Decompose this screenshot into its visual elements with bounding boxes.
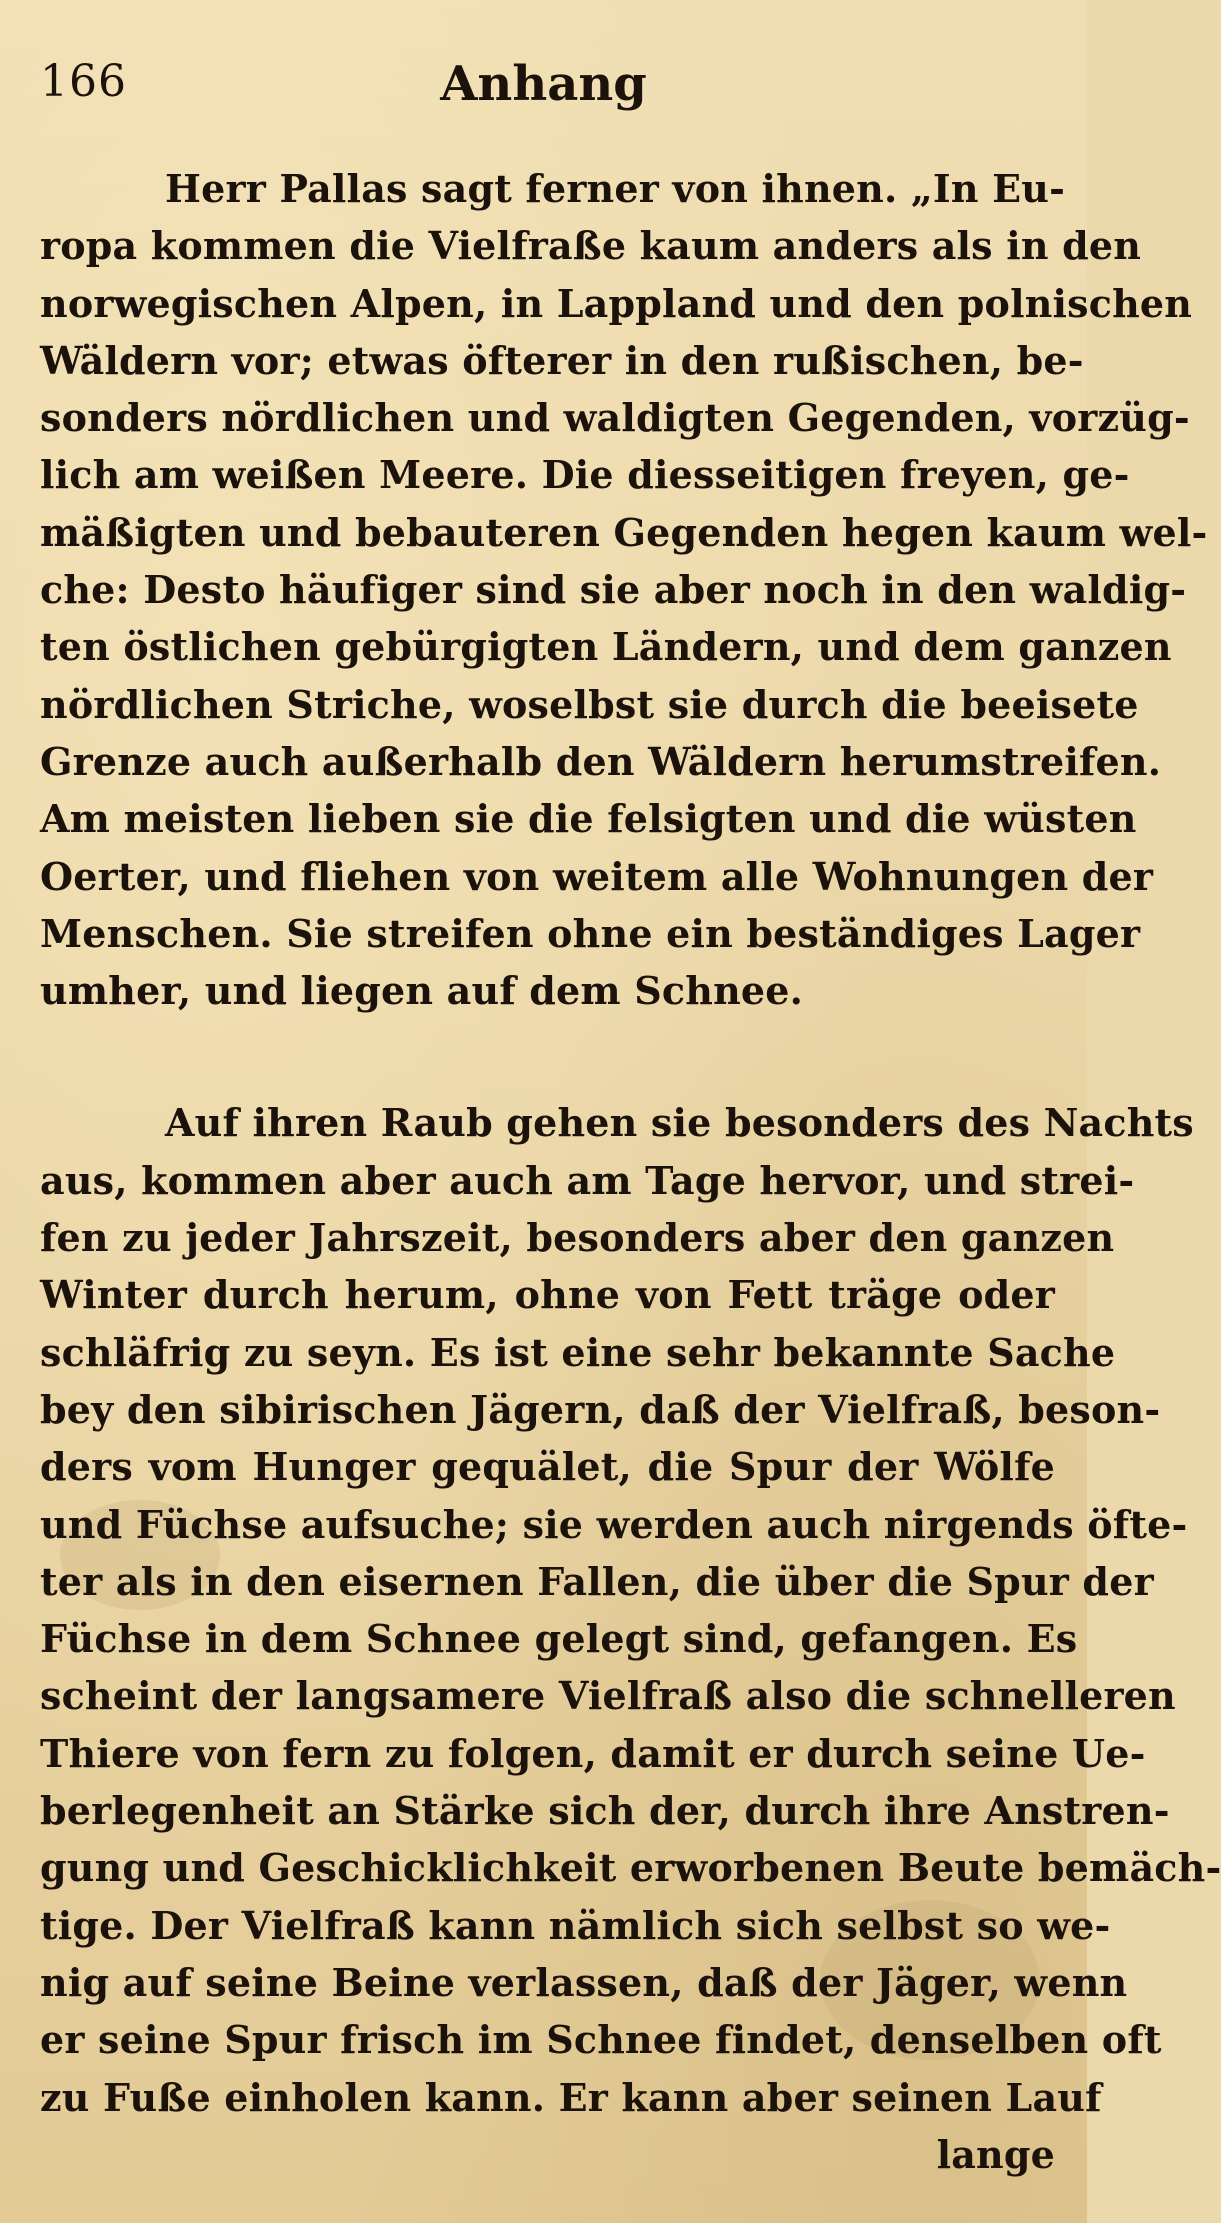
text-line: bey den sibirischen Jägern, daß der Vielfraß, beson- [40,1386,1161,1432]
text-line: scheint der langsamere Vielfraß also die schnelleren [40,1673,1176,1719]
text-line: schläfrig zu seyn. Es ist eine sehr bekannte Sache [40,1329,1116,1375]
text-line: Grenze auch außerhalb den Wäldern herumstreifen. [40,738,1162,784]
text-line: ten östlichen gebürgigten Ländern, und dem ganzen [40,624,1172,670]
paragraph [40,1094,1221,2125]
text-line: berlegenheit an Stärke sich der, durch ihre Anstren- [40,1788,1170,1834]
text-line: fen zu jeder Jahrszeit, besonders aber den ganzen [40,1215,1115,1261]
text-line: zu Fuße einholen kann. Er kann aber seinen Lauf [40,2074,1102,2120]
text-line: er seine Spur frisch im Schnee findet, denselben oft [40,2017,1162,2063]
paragraph-gap [40,1019,1055,1094]
text-line: tige. Der Vielfraß kann nämlich sich selbst so we- [40,1902,1111,1948]
text-line: Oerter, und fliehen von weitem alle Wohnungen der [40,853,1154,899]
text-line: gung und Geschicklichkeit erworbenen Beute bemäch- [40,1845,1221,1891]
text-line: Auf ihren Raub gehen sie besonders des Nachts [165,1100,1194,1146]
text-line: Menschen. Sie streifen ohne ein beständiges Lager [40,910,1141,956]
text-line: nig auf seine Beine verlassen, daß der Jäger, wenn [40,1959,1128,2005]
text-line: ropa kommen die Vielfraße kaum anders als in den [40,223,1142,269]
catchword: lange [936,2131,1055,2177]
text-line: und Füchse aufsuche; sie werden auch nirgends öfte- [40,1501,1188,1547]
text-line: lich am weißen Meere. Die diesseitigen freyen, ge- [40,452,1130,498]
text-line: Füchse in dem Schnee gelegt sind, gefangen. Es [40,1616,1078,1662]
text-line: ders vom Hunger gequälet, die Spur der Wölfe [40,1444,1055,1490]
text-line: che: Desto häufiger sind sie aber noch in den waldig- [40,567,1187,613]
text-line: mäßigten und bebauteren Gegenden hegen kaum wel- [40,509,1208,555]
text-line: umher, und liegen auf dem Schnee. [40,968,804,1014]
text-line: Wäldern vor; etwas öfterer in den rußischen, be- [40,337,1084,383]
text-line: sonders nördlichen und waldigten Gegenden, vorzüg- [40,395,1190,441]
page-header [0,50,1087,120]
text-line: ter als in den eisernen Fallen, die über die Spur der [40,1558,1154,1604]
paragraph [40,160,1208,1019]
text-line: Herr Pallas sagt ferner von ihnen. „In Eu- [165,166,1066,211]
text-line: Am meisten lieben sie die felsigten und die wüsten [40,796,1137,842]
page-text [40,160,1221,2183]
text-line: Winter durch herum, ohne von Fett träge oder [40,1272,1055,1318]
running-head: Anhang [440,56,647,112]
text-line: nördlichen Striche, woselbst sie durch die beeisete [40,681,1139,727]
page-number: 166 [40,56,127,107]
text-line: aus, kommen aber auch am Tage hervor, und strei- [40,1157,1135,1203]
text-line: Thiere von fern zu folgen, damit er durch seine Ue- [40,1730,1146,1776]
text-line: norwegischen Alpen, in Lappland und den polnischen [40,280,1193,326]
